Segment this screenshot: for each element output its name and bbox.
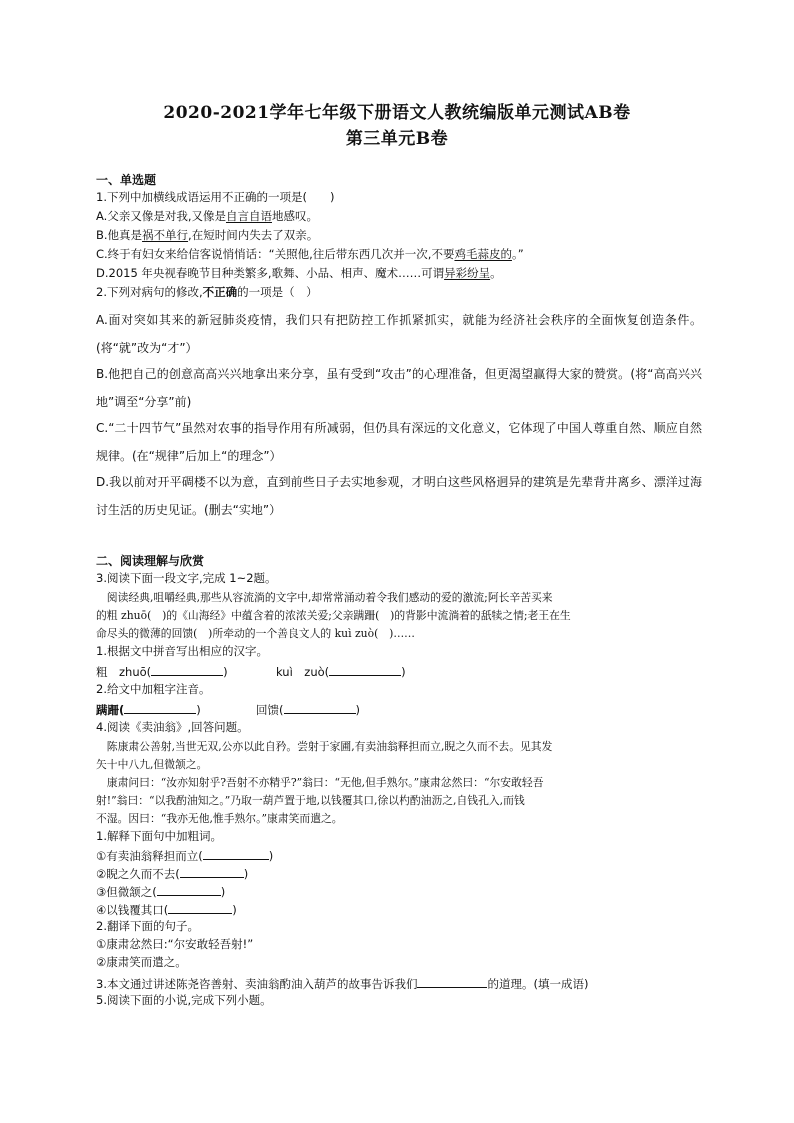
answer-blank[interactable] [180, 865, 244, 878]
pinyin-blank-zhuo: 粗 zhuō( ) [96, 665, 228, 679]
translate-item-1: ①康肃忿然曰:“尔安敢轻吾射!” [96, 937, 254, 951]
phonetic-blank-panshan: 蹒跚( ) [96, 703, 201, 717]
q2-option-d: D.我以前对开平碉楼不以为意，直到前些日子去实地参观，才明白这些风格迥异的建筑是先辈背井离乡、漂洋过海讨生活的历史见证。(删去“实地”） [96, 475, 702, 517]
answer-blank[interactable] [284, 701, 356, 714]
page-title: 2020-2021学年七年级下册语文人教统编版单元测试AB卷 [163, 103, 631, 123]
q2-option-a: A.面对突如其来的新冠肺炎疫情，我们只有把防控工作抓紧抓实，就能为经济社会秩序的全面恢复创造条件。(将“就”改为“才”） [96, 313, 702, 355]
question-1-stem: 1.下列中加横线成语运用不正确的一项是( ) [96, 190, 335, 204]
sub-question-1: 1.根据文中拼音写出相应的汉字。 [96, 644, 268, 658]
question-4-intro: 4.阅读《卖油翁》,回答问题。 [96, 720, 249, 734]
q2-option-b: B.他把自己的创意高高兴兴地拿出来分享，虽有受到“攻击”的心理准备，但更渴望赢得大家的赞赏。(将“高高兴兴地”调至“分享”前) [96, 367, 702, 409]
passage-2-line: 矢十中八九,但微颔之。 [96, 758, 208, 771]
q2-option-c: C.“二十四节气”虽然对农事的指导作用有所减弱，但仍具有深远的文化意义，它体现了中国人尊重自然、顺应自然规律。(在“规律”后加上“的理念”） [96, 421, 702, 463]
answer-blank[interactable] [203, 847, 269, 860]
q1-option-b: B.他真是祸不单行,在短时间内失去了双亲。 [96, 228, 319, 242]
passage-2-line: 陈康肃公善射,当世无双,公亦以此自矜。尝射于家圃,有卖油翁释担而立,睨之久而不去。见其发 [96, 740, 553, 753]
passage-2-line: 射!”翁曰：“以我酌油知之。”乃取一葫芦置于地,以钱覆其口,徐以杓酌油沥之,自钱孔入,而钱 [96, 794, 525, 807]
translate-item-2: ②康肃笑而遣之。 [96, 955, 187, 969]
section-heading-single-choice: 一、单选题 [96, 173, 157, 187]
sub-question-idiom: 3.本文通过讲述陈尧咨善射、卖油翁酌油入葫芦的故事告诉我们 的道理。(填一成语) [96, 977, 589, 991]
passage-1-line: 的粗 zhuō( )的《山海经》中蕴含着的浓浓关爱;父亲蹒跚( )的背影中流淌着的舐犊之情;老王在生 [96, 609, 571, 622]
phonetic-blank-huikui: 回馈( ) [256, 703, 360, 717]
sub-question-translate: 2.翻译下面的句子。 [96, 919, 199, 933]
explain-item-2: ②睨之久而不去( ) [96, 867, 249, 881]
question-2-stem: 2.下列对病句的修改,不正确的一项是（ ） [96, 285, 318, 299]
answer-blank[interactable] [417, 975, 487, 988]
answer-blank[interactable] [124, 701, 196, 714]
question-5-intro: 5.阅读下面的小说,完成下列小题。 [96, 993, 272, 1007]
q1-option-d: D.2015 年央视春晚节目种类繁多,歌舞、小品、相声、魔术……可谓异彩纷呈。 [96, 266, 502, 280]
passage-1-line: 阅读经典,咀嚼经典,那些从容流淌的文字中,却常常涌动着令我们感动的爱的激流;阿长辛苦买来 [96, 591, 553, 604]
sub-question-explain: 1.解释下面句中加粗词。 [96, 829, 222, 843]
passage-2-line: 康肃问曰：“汝亦知射乎?吾射不亦精乎?”翁曰：“无他,但手熟尔。”康肃忿然曰：“尔安敢轻吾 [96, 776, 544, 789]
question-3-intro: 3.阅读下面一段文字,完成 1~2题。 [96, 571, 277, 585]
page-subtitle: 第三单元B卷 [345, 129, 449, 149]
explain-item-3: ③但微颔之( ) [96, 885, 226, 899]
answer-blank[interactable] [157, 883, 221, 896]
pinyin-blank-kuizuo: kuì zuò( ) [276, 665, 406, 679]
answer-blank[interactable] [329, 663, 401, 676]
sub-question-2: 2.给文中加粗字注音。 [96, 682, 211, 696]
q1-option-a: A.父亲又像是对我,又像是自言自语地感叹。 [96, 209, 318, 223]
q1-option-c: C.终于有妇女来给信客说悄悄话：“关照他,往后带东西几次并一次,不要鸡毛蒜皮的。” [96, 247, 524, 261]
section-heading-reading: 二、阅读理解与欣赏 [96, 554, 205, 568]
answer-blank[interactable] [168, 901, 232, 914]
passage-2-line: 不湿。因曰：“我亦无他,惟手熟尔。”康肃笑而遣之。 [96, 812, 343, 825]
explain-item-4: ④以钱覆其口( ) [96, 903, 237, 917]
explain-item-1: ①有卖油翁释担而立( ) [96, 849, 274, 863]
answer-blank[interactable] [151, 663, 223, 676]
passage-1-line: 命尽头的微薄的回馈( )所牵动的一个善良文人的 kuì zuò( )…… [96, 627, 415, 640]
